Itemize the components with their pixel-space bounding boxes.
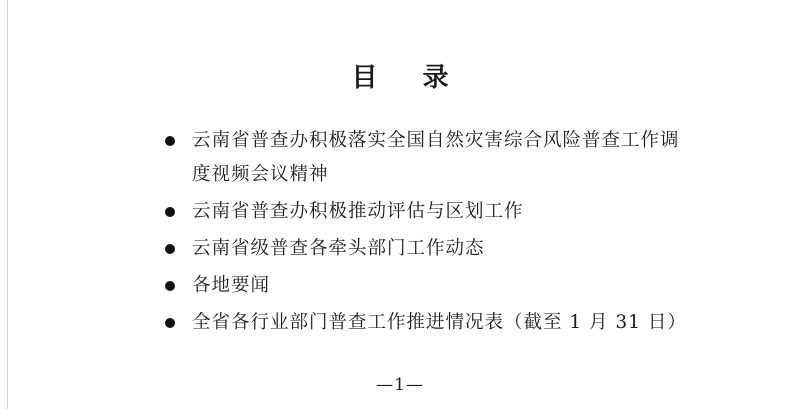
bullet-icon	[165, 318, 175, 328]
toc-item	[160, 306, 687, 340]
toc-item-text: 云南省普查办积极落实全国自然灾害综合风险普查工作调度视频会议精神	[192, 130, 680, 185]
bullet-icon	[165, 281, 175, 291]
toc-item-text: 全省各行业部门普查工作推进情况表（截至 1 月 31 日）	[192, 312, 687, 333]
page-number: —1—	[376, 375, 424, 395]
toc-item	[160, 124, 680, 192]
toc-item-text: 云南省普查办积极推动评估与区划工作	[192, 201, 524, 222]
bullet-icon	[165, 136, 175, 146]
toc-item	[160, 232, 680, 266]
toc-item-text: 各地要闻	[192, 275, 271, 296]
bullet-icon	[165, 207, 175, 217]
page-title: 目 录	[351, 63, 467, 93]
bullet-icon	[165, 244, 175, 254]
table-of-contents	[160, 124, 687, 343]
toc-item	[160, 195, 680, 229]
toc-item	[160, 269, 680, 303]
toc-item-text: 云南省级普查各牵头部门工作动态	[192, 238, 485, 259]
